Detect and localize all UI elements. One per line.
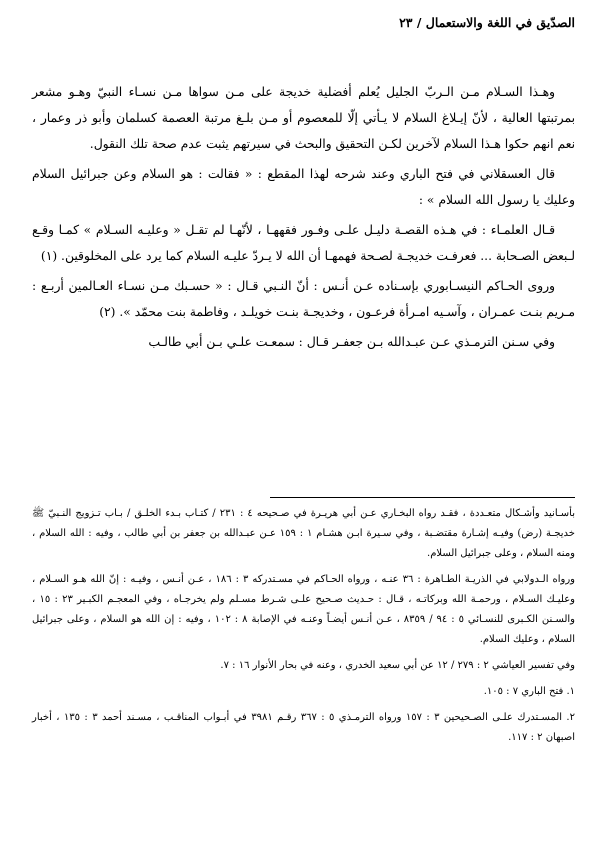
- paragraph: قال العسقلاني في فتح الباري وعند شرحه لهذا المقطع : « فقالت : هو السلام وعن جبرائيل السلام وعليك يا رسول الله السلام » :: [32, 167, 575, 207]
- main-text: [32, 79, 575, 359]
- footnotes: [32, 504, 575, 754]
- paragraph: وهـذا السـلام مـن الـربّ الجليل يُعلم أفضلية خديجة على مـن سواها مـن نسـاء النبيّ وهـو مشعر بمرتبتها العالية ، لأنّ إيـلاغ السلام لا يـأتي إلّا للمعصوم أو مـن بلـغ مرتبة العصمة كسلمان وأبو ذر وعمار ، نعم انهم حكوا هـذا السلام لآخرين لكـن التحقيق والبحث في سيرتهم يثبت عدم صحة تلك النقول.: [32, 85, 575, 151]
- footnote: وفي تفسير العياشي ٢ : ٢٧٩ / ١٢ عن أبي سعيد الخدري ، وعنه في بحار الأنوار ١٦ : ٧.: [220, 660, 575, 671]
- footnote-separator: [270, 497, 575, 498]
- footnote: ١. فتح الباري ٧ : ١٠٥.: [483, 686, 575, 697]
- footnote: بأسـانيد وأشـكال متعـددة ، فقـد رواه البخـاري عـن أبي هريـرة في صـحيحه ٤ : ٢٣١ / كتـاب بـدء الخلـق / بـاب تـزويج النـبيّ ﷺ خديجـة (رض) وفيـه إشـارة مقتضـبة ، وفي سـيرة ابـن هشـام ١ : ١٥٩ عـن عبـدالله بن جعفر بن أبي طالب ، وفيه : الله السلام ، ومنه السلام ، وعلى جبرائيل السلام.: [32, 508, 576, 559]
- footnote: ٢. المسـتدرك علـى الصـحيحين ٣ : ١٥٧ ورواه الترمـذي ٥ : ٣٦٧ رقـم ٣٩٨١ في أبـواب المناقـب ، مسـند أحمد ٣ : ١٣٥ ، أخبار اصبهان ٢ : ١١٧.: [32, 712, 575, 743]
- paragraph: قـال العلمـاء : في هـذه القصـة دليـل علـى وفـور فقههـا ، لأنّهـا لم تقـل « وعليـه السـلام » كمـا وقـع لـبعض الصـحابة ... فعرفـت خديجـة لصـحة فهمهـا أن الله لا يـردّ عليـه السلام كما يرد على المخلوقين. (١): [32, 223, 575, 263]
- paragraph: وروى الحـاكم النيسـابوري بإسـناده عـن أنـس : أنّ النـبي قـال : « حسـبك مـن نسـاء العـالمين أربـع : مـريم بنـت عمـران ، وآسـيه امـرأة فرعـون ، وخديجـة بنـت خويلـد ، وفاطمة بنت محمّد ». (٢): [32, 279, 575, 319]
- running-header: الصدّيق في اللغة والاستعمال / ٢٣: [399, 15, 575, 30]
- paragraph: وفي سـنن الترمـذي عـن عبـدالله بـن جعفـر قـال : سمعـت علـي بـن أبي طالـب: [148, 335, 555, 349]
- footnote: ورواه الـدولابي في الذريـة الطـاهرة : ٣٦ عنـه ، ورواه الحـاكم في مسـتدركه ٣ : ١٨٦ ، عـن أنـس ، وفيـه : إنّ الله هـو السـلام ، وعليـك السـلام ، ورحمـة الله وبركاتـه ، قـال : حـديث صـحيح علـى شـرط مسـلم ولم يخرجـاه ، وفي المعجـم الكبـير ٢٣ : ١٥ ، والسـنن الكـبرى للنسـائي ٥ : ٩٤ / ٨٣٥٩ ، عـن أنـس أيضـاً وعنـه في الإصابة ٨ : ١٠٢ ، وفيه : إن الله هو السلام ، وعلى جبرائيل السلام ، وعليك السلام.: [32, 574, 576, 645]
